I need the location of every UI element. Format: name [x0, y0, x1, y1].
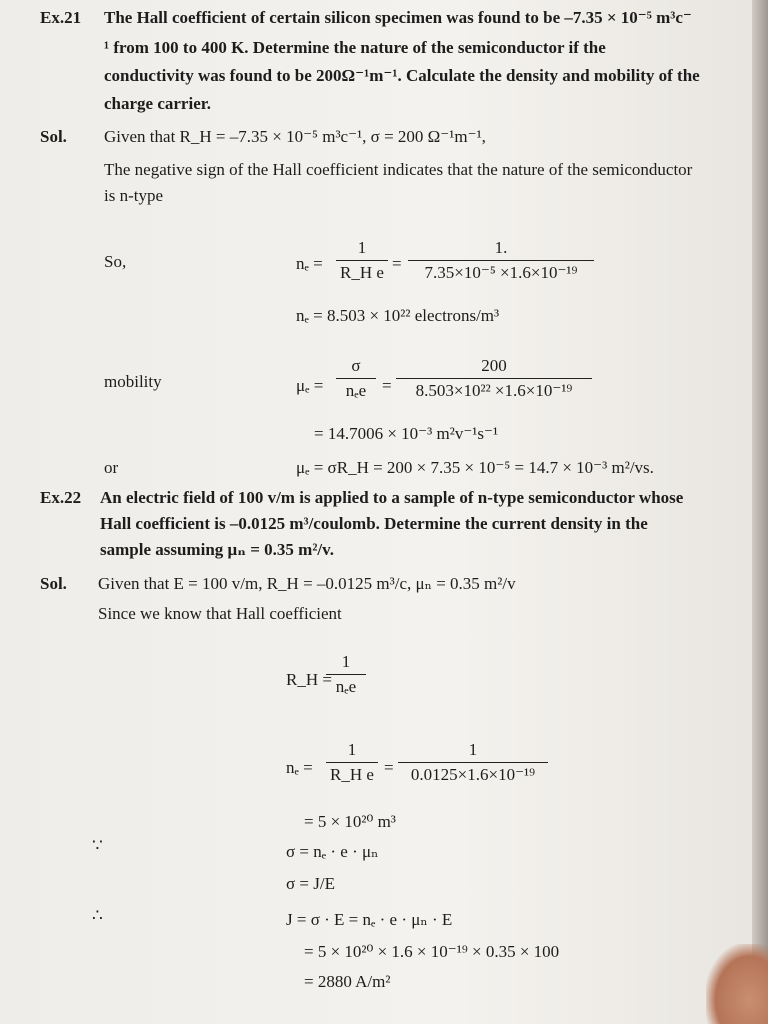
equals-sign: =	[392, 254, 402, 273]
example-21-label: Ex.21	[40, 8, 82, 27]
mu-result: = 14.7006 × 10⁻³ m²v⁻¹s⁻¹	[314, 424, 499, 443]
because-symbol: ∵	[92, 836, 103, 855]
fraction-numerator: 1	[357, 238, 367, 257]
mu-alternative: μₑ = σR_H = 200 × 7.35 × 10⁻⁵ = 14.7 × 10⁻³ m²/vs.	[296, 458, 654, 477]
fraction-bar	[336, 378, 376, 379]
equals-sign: =	[382, 376, 392, 395]
fraction-numerator: 1	[468, 740, 478, 759]
mobility-label: mobility	[104, 372, 162, 391]
fraction-denominator: nₑe	[345, 381, 367, 400]
current-density-equation: J = σ · E = nₑ · e · μₙ · E	[286, 910, 453, 929]
fraction-bar	[336, 260, 388, 261]
fraction-ne-4	[398, 740, 548, 785]
fraction-numerator: 1.	[494, 238, 508, 257]
fraction-denominator: nₑe	[335, 677, 357, 696]
example-21-question-line: conductivity was found to be 200Ω⁻¹m⁻¹. Calculate the density and mobility of the	[104, 66, 700, 85]
solution-22-since: Since we know that Hall coefficient	[98, 604, 342, 623]
sigma-equation-1: σ = nₑ · e · μₙ	[286, 842, 379, 861]
rh-equation-lhs: R_H =	[286, 670, 332, 689]
solution-21-label: Sol.	[40, 127, 67, 146]
example-22-question-line: sample assuming μₙ = 0.35 m²/v.	[100, 540, 334, 559]
so-label: So,	[104, 252, 127, 271]
ne-equation-lhs: nₑ =	[296, 254, 323, 273]
ne-result-2: = 5 × 10²⁰ m³	[304, 812, 396, 831]
fraction-denominator: 0.0125×1.6×10⁻¹⁹	[410, 765, 536, 784]
solution-22-label: Sol.	[40, 574, 67, 593]
therefore-symbol: ∴	[92, 906, 103, 925]
solution-21-nature-line: is n-type	[104, 186, 164, 205]
example-21-question-line: charge carrier.	[104, 94, 211, 113]
fraction-ne-1	[336, 238, 388, 283]
ne-equation-lhs-2: nₑ =	[286, 758, 313, 777]
example-22-question-line: Hall coefficient is –0.0125 m³/coulomb. Determine the current density in the	[100, 514, 648, 533]
fraction-ne-3	[326, 740, 378, 785]
ne-result: nₑ = 8.503 × 10²² electrons/m³	[296, 306, 500, 325]
example-22-label: Ex.22	[40, 488, 82, 507]
solution-21-given: Given that R_H = –7.35 × 10⁻⁵ m³c⁻¹, σ = 200 Ω⁻¹m⁻¹,	[104, 127, 486, 146]
example-21-question-line: ¹ from 100 to 400 K. Determine the nature of the semiconductor if the	[104, 38, 606, 57]
solution-21-nature-line: The negative sign of the Hall coefficient indicates that the nature of the semiconductor	[104, 160, 693, 179]
fraction-numerator: σ	[351, 356, 361, 375]
fraction-denominator: R_H e	[340, 263, 384, 282]
fraction-denominator: R_H e	[330, 765, 374, 784]
fraction-bar	[398, 762, 548, 763]
current-density-substitution: = 5 × 10²⁰ × 1.6 × 10⁻¹⁹ × 0.35 × 100	[304, 942, 560, 961]
current-density-result: = 2880 A/m²	[304, 972, 391, 991]
example-22-question-line: An electric field of 100 v/m is applied to a sample of n-type semiconductor whose	[100, 488, 684, 507]
book-spine-shadow	[752, 0, 768, 1024]
fraction-numerator: 1	[347, 740, 357, 759]
fraction-mu-1	[336, 356, 376, 401]
fraction-bar	[396, 378, 592, 379]
example-21-question-line: The Hall coefficient of certain silicon specimen was found to be –7.35 × 10⁻⁵ m³c⁻	[104, 8, 692, 27]
thumb-image	[706, 944, 768, 1024]
mu-equation-lhs: μₑ =	[296, 376, 324, 395]
fraction-bar	[326, 762, 378, 763]
fraction-numerator: 200	[481, 356, 507, 375]
fraction-bar	[326, 674, 366, 675]
or-label: or	[104, 458, 119, 477]
sigma-equation-2: σ = J/E	[286, 874, 335, 893]
fraction-bar	[408, 260, 594, 261]
fraction-denominator: 7.35×10⁻⁵ ×1.6×10⁻¹⁹	[424, 263, 578, 282]
solution-22-given: Given that E = 100 v/m, R_H = –0.0125 m³/c, μₙ = 0.35 m²/v	[98, 574, 516, 593]
fraction-mu-2	[396, 356, 592, 401]
fraction-ne-2	[408, 238, 594, 283]
fraction-rh	[326, 652, 366, 697]
fraction-denominator: 8.503×10²² ×1.6×10⁻¹⁹	[415, 381, 573, 400]
equals-sign: =	[384, 758, 394, 777]
fraction-numerator: 1	[341, 652, 351, 671]
